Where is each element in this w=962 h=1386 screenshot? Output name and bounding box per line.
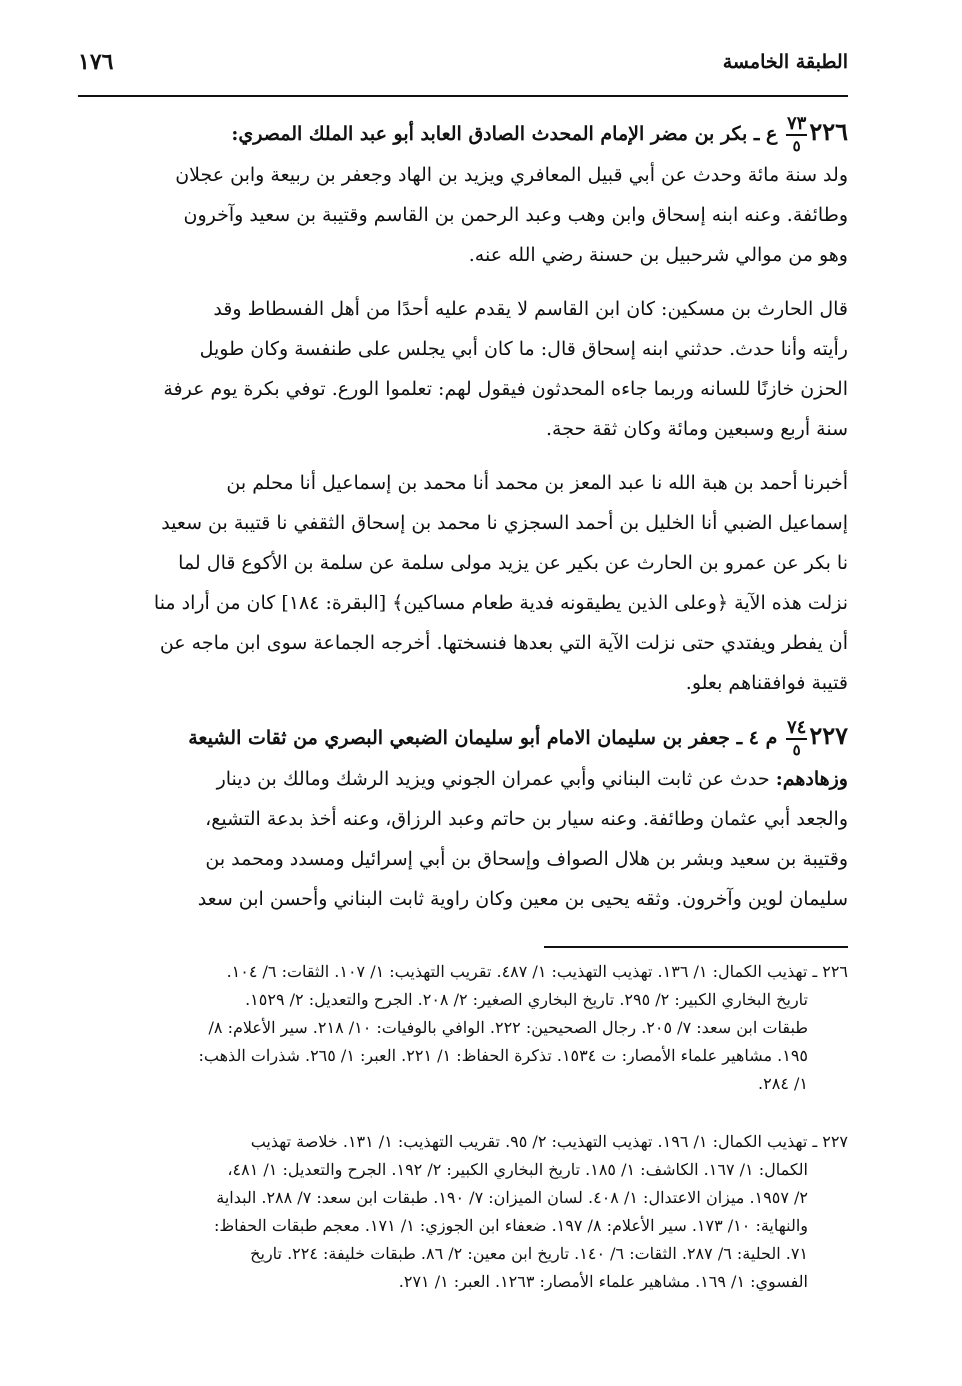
running-title: الطبقة الخامسة — [722, 51, 848, 73]
entry-227-first-line: حدث عن ثابت البناني وأبي عمران الجوني ويزيد الرشك ومالك بن دينار — [216, 768, 770, 790]
entry-226 — [78, 112, 848, 703]
text-line: وقتيبة بن سعيد وبشر بن هلال الصواف وإسحاق بن أبي إسرائيل ومسدد ومحمد بن — [205, 848, 848, 870]
footnote-226 — [78, 958, 848, 1098]
entry-227-heading — [78, 716, 848, 759]
text-line: سليمان لوين وآخرون. وثقه يحيى بن معين وكان راوية ثابت البناني وأحسن ابن سعد — [197, 888, 848, 910]
text-line: أن يفطر ويفتدي حتى نزلت الآية التي بعدها فنسختها. أخرجه الجماعة سوى ابن ماجه عن — [159, 632, 848, 654]
footnote-line: ٧١. الحلية: ٦/ ٢٨٧. الثقات: ٦/ ١٤٠. تاريخ ابن معين: ٢/ ٨٦. طبقات خليفة: ٢٢٤. تاريخ — [250, 1244, 808, 1263]
text-line: قتيبة فوافقناهم بعلو. — [685, 672, 848, 694]
text-line: والجعد أبي عثمان وطائفة. وعنه سيار بن حاتم وعبد الرزاق، وعنه أخذ بدعة التشيع، — [205, 808, 848, 830]
page-header — [78, 42, 848, 82]
footnote-line: تاريخ البخاري الكبير: ٢/ ٢٩٥. تاريخ البخاري الصغير: ٢/ ٢٠٨. الجرح والتعديل: ٢/ ١٥٢٩. — [245, 990, 808, 1009]
text-line: نزلت هذه الآية ﴿وعلى الذين يطيقونه فدية طعام مساكين﴾ [البقرة: ١٨٤] كان من أراد منا — [153, 592, 848, 614]
text-line: نا بكر عن عمرو بن الحارث عن بكير عن يزيد مولى سلمة عن سلمة بن الأكوع قال لما — [178, 552, 848, 574]
header-rule — [78, 95, 848, 97]
entry-227-fraction — [786, 719, 807, 759]
text-line: قال الحارث بن مسكين: كان ابن القاسم لا يقدم عليه أحدًا من أهل الفسطاط وقد — [213, 298, 848, 320]
entry-227 — [78, 716, 848, 919]
entry-227-frac-bottom: ٥ — [792, 741, 801, 759]
text-line: ولد سنة مائة وحدث عن أبي قبيل المعافري ويزيد بن الهاد وجعفر بن ربيعة وابن عجلان — [175, 164, 848, 186]
footnote-line: ١/ ٢٨٤. — [758, 1074, 808, 1093]
footnote-227 — [78, 1128, 848, 1296]
entry-227-title-continued: وزهادهم: — [775, 768, 848, 790]
footnote-line: والنهاية: ١٠/ ١٧٣. سير الأعلام: ٨/ ١٩٧. ضعفاء ابن الجوزي: ١/ ١٧١. معجم طبقات الحفاظ: — [213, 1216, 808, 1235]
text-line — [78, 759, 848, 799]
entry-227-frac-top: ٧٤ — [786, 717, 807, 738]
footnote-line: ٢٢٧ ـ تهذيب الكمال: ١/ ١٩٦. تهذيب التهذيب: ٢/ ٩٥. تقريب التهذيب: ١/ ١٣١. خلاصة تهذيب — [250, 1132, 848, 1151]
entry-226-paragraph-2 — [78, 289, 848, 449]
entry-226-title: ع ـ بكر بن مضر الإمام المحدث الصادق العابد أبو عبد الملك المصري: — [231, 123, 778, 145]
entry-226-frac-bottom: ٥ — [792, 137, 801, 155]
footnote-line: طبقات ابن سعد: ٧/ ٢٠٥. رجال الصحيحين: ٢٢٢. الوافي بالوفيات: ١٠/ ٢١٨. سير الأعلام: ٨/ — [208, 1018, 808, 1037]
entry-226-number: ٢٢٦ — [809, 117, 848, 146]
footnote-line: الكمال: ١/ ١٦٧. الكاشف: ١/ ١٨٥. تاريخ البخاري الكبير: ٢/ ١٩٢. الجرح والتعديل: ١/ ٤٨١، — [227, 1160, 808, 1179]
entry-226-paragraph-1 — [78, 155, 848, 275]
text-line: الحزن خازنًا للسانه وربما جاءه المحدثون فيقول لهم: تعلموا الورع. توفي بكرة يوم عرفة — [163, 378, 848, 400]
text-line: رأيته وأنا حدث. حدثني ابنه إسحاق قال: ما كان أبي يجلس على طنفسة وكان طويل — [199, 338, 848, 360]
page-number: ١٧٦ — [78, 49, 114, 75]
footnote-rule — [544, 946, 848, 948]
text-line: أخبرنا أحمد بن هبة الله نا عبد المعز بن محمد أنا محمد بن إسماعيل أنا محلم بن — [226, 472, 848, 494]
footnote-line: ١٩٥. مشاهير علماء الأمصار: ت ١٥٣٤. تذكرة الحفاظ: ١/ ٢٢١. العبر: ١/ ٢٦٥. شذرات الذهب: — [198, 1046, 808, 1065]
entry-227-title: م ٤ ـ جعفر بن سليمان الامام أبو سليمان الضبعي البصري من ثقات الشيعة — [188, 727, 778, 749]
footnote-line: ٢٢٦ ـ تهذيب الكمال: ١/ ١٣٦. تهذيب التهذيب: ١/ ٤٨٧. تقريب التهذيب: ١/ ١٠٧. الثقات: ٦/ ١٠٤. — [226, 962, 848, 981]
entry-226-fraction — [786, 115, 807, 155]
footnote-line: ٢/ ١٩٥٧. ميزان الاعتدال: ١/ ٤٠٨. لسان الميزان: ٧/ ١٩٠. طبقات ابن سعد: ٧/ ٢٨٨. البداية — [216, 1188, 808, 1207]
entry-226-frac-top: ٧٣ — [786, 113, 807, 134]
entry-227-paragraph-1 — [78, 759, 848, 919]
footnote-line: الفسوي: ١/ ١٦٩. مشاهير علماء الأمصار: ١٢٦٣. العبر: ١/ ٢٧١. — [398, 1272, 808, 1291]
text-line: وطائفة. وعنه ابنه إسحاق وابن وهب وعبد الرحمن بن القاسم وقتيبة بن سعيد وآخرون — [183, 204, 848, 226]
entry-226-paragraph-3 — [78, 463, 848, 703]
text-line: إسماعيل الضبي أنا الخليل بن أحمد السجزي نا محمد بن إسحاق الثقفي نا قتيبة بن سعيد — [161, 512, 848, 534]
text-line: وهو من موالي شرحبيل بن حسنة رضي الله عنه. — [468, 244, 848, 266]
text-line: سنة أربع وسبعين ومائة وكان ثقة حجة. — [545, 418, 848, 440]
entry-227-number: ٢٢٧ — [809, 721, 848, 750]
entry-226-heading — [78, 112, 848, 155]
